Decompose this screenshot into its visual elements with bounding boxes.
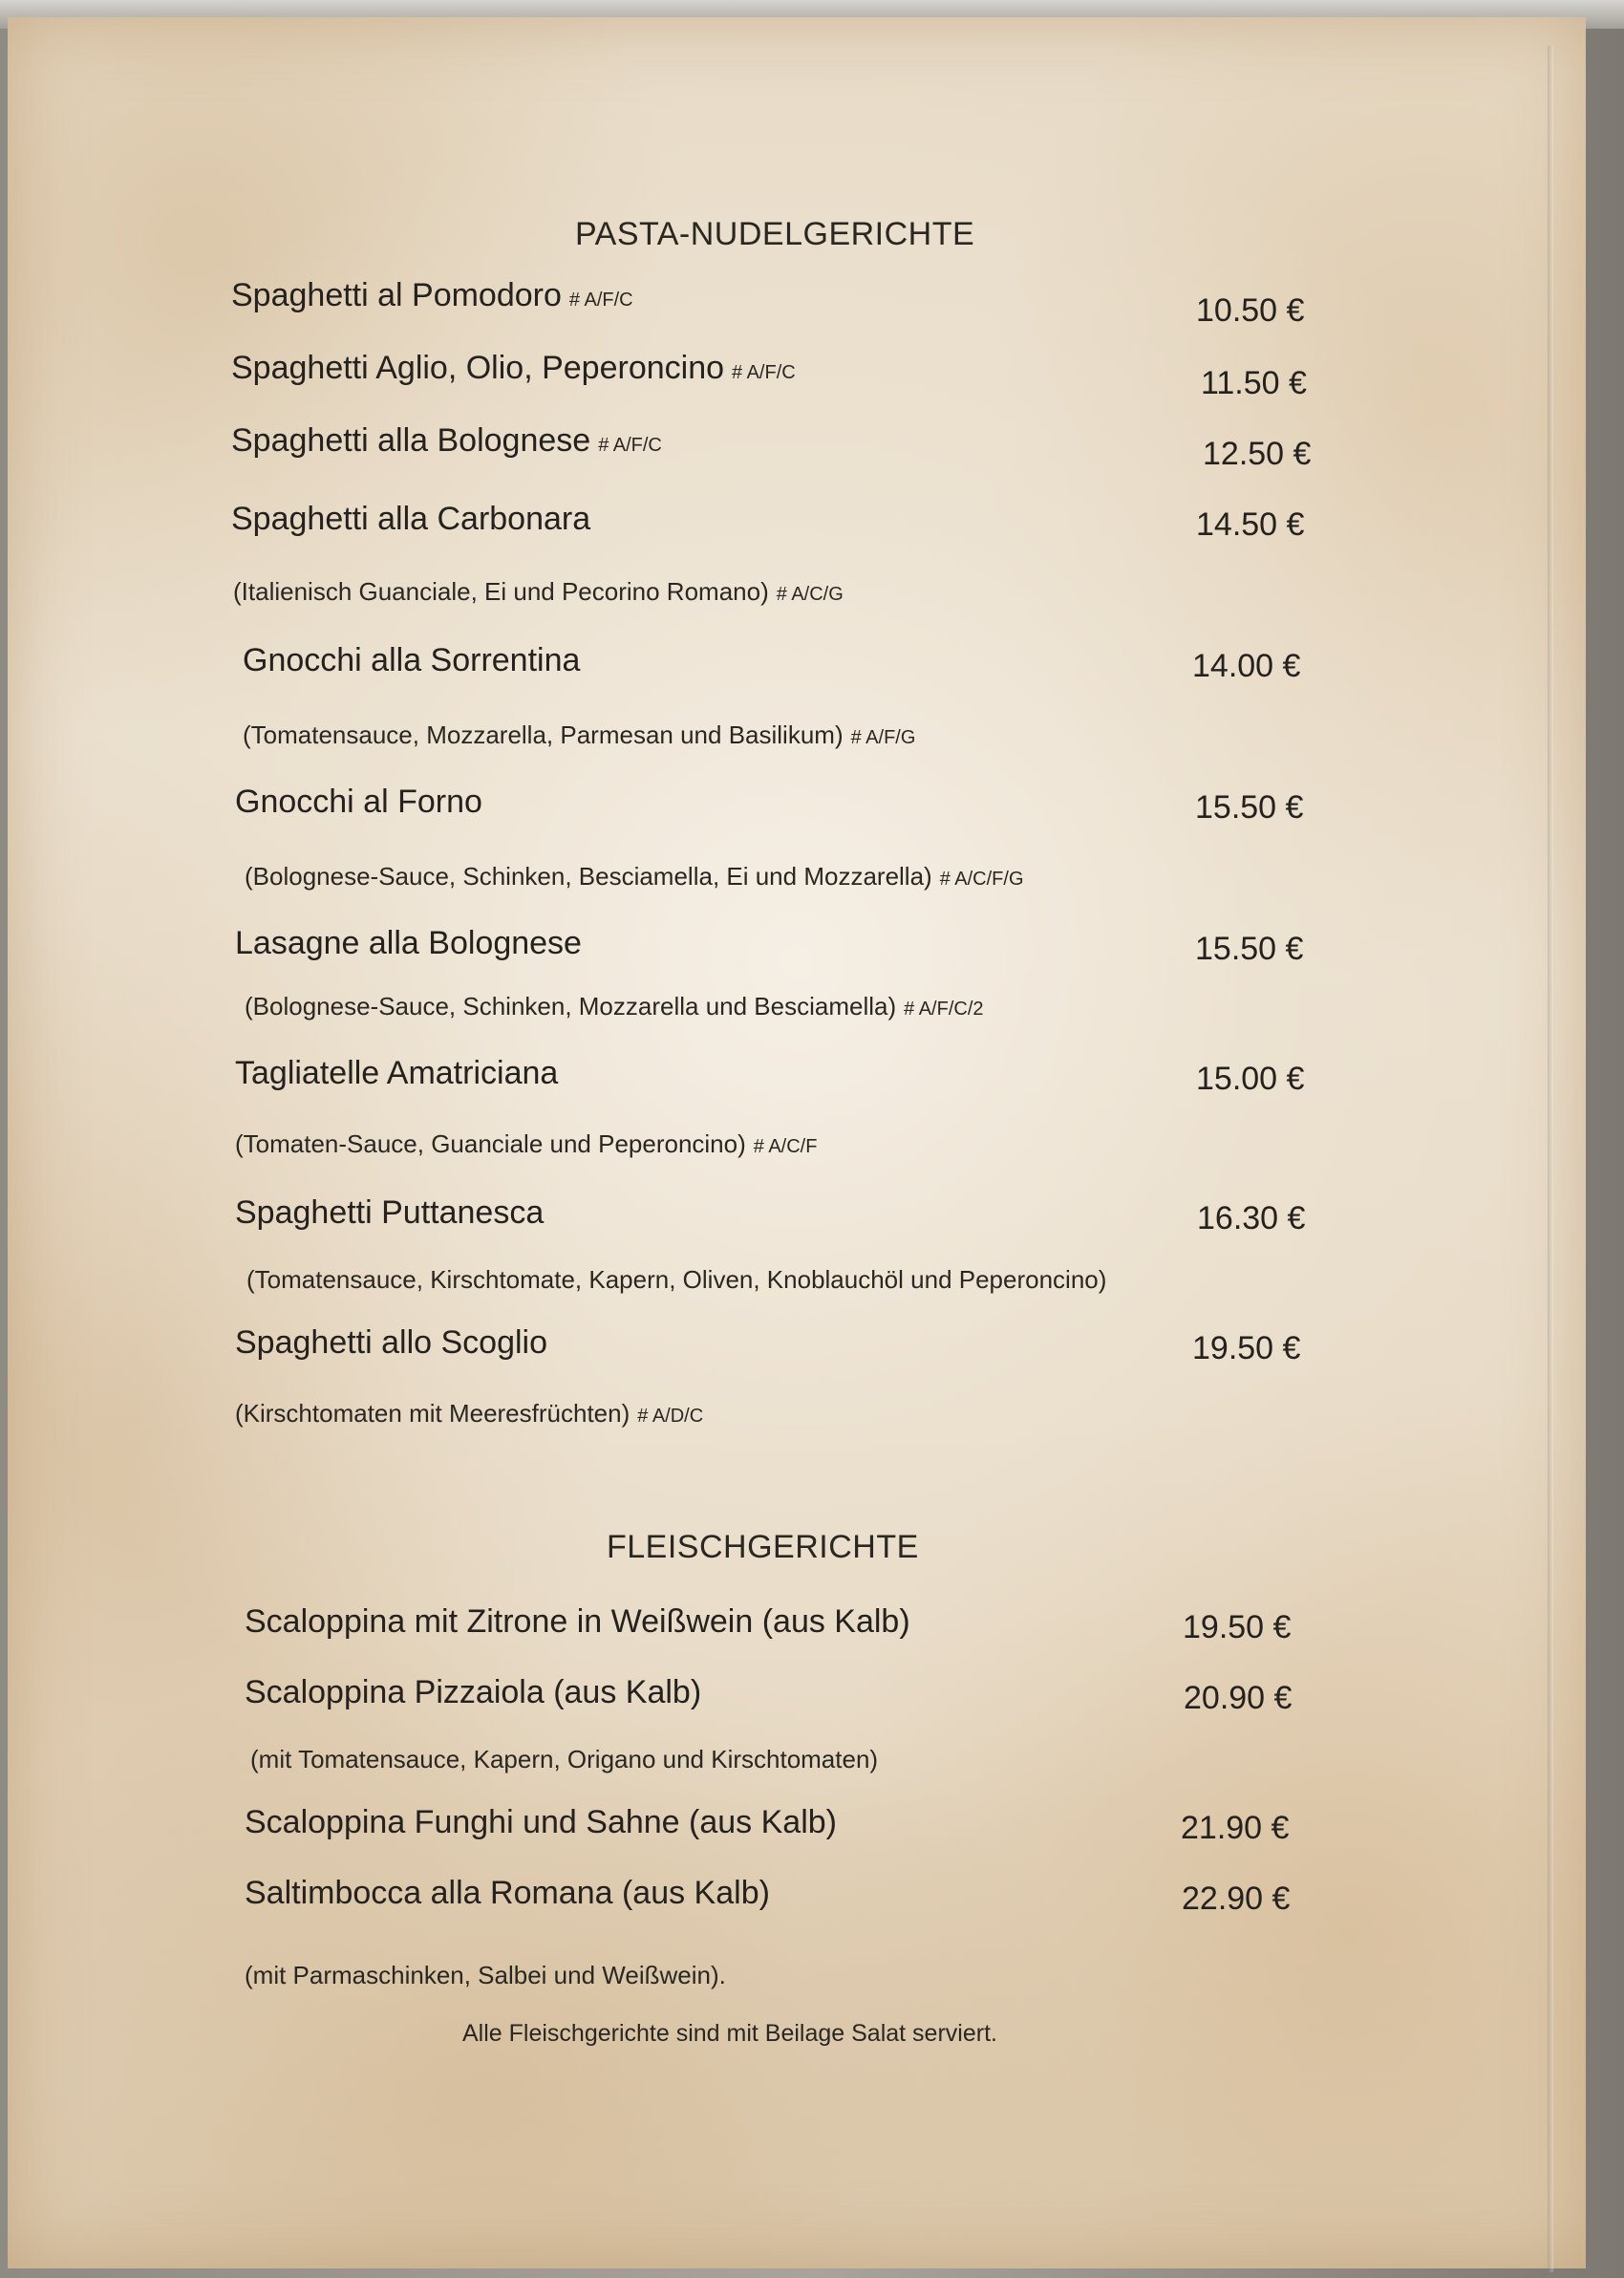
allergen-code: # A/F/G (850, 727, 916, 748)
menu-item-price: 19.50 € (1192, 1330, 1301, 1366)
menu-item-price: 12.50 € (1203, 436, 1312, 472)
side-dish-note: Alle Fleischgerichte sind mit Beilage Salat serviert. (462, 2020, 997, 2047)
menu-item-name: Gnocchi alla Sorrentina (243, 642, 581, 678)
page-edge (1548, 46, 1553, 2272)
menu-item-price: 14.00 € (1192, 648, 1301, 684)
menu-item-description: (Italienisch Guanciale, Ei und Pecorino Romano) # A/C/G (233, 577, 844, 606)
menu-item-price: 21.90 € (1181, 1810, 1290, 1846)
menu-item-name: Scaloppina Pizzaiola (aus Kalb) (245, 1674, 702, 1710)
allergen-code: # A/D/C (637, 1406, 704, 1427)
menu-item-name: Spaghetti Aglio, Olio, Peperoncino # A/F/C (231, 350, 796, 386)
allergen-code: # A/F/C (732, 362, 796, 383)
menu-item-name: Lasagne alla Bolognese (235, 925, 582, 961)
menu-item-price: 11.50 € (1201, 365, 1307, 401)
allergen-code: # A/F/C (598, 435, 662, 456)
menu-item-description: (mit Tomatensauce, Kapern, Origano und Kirschtomaten) (250, 1745, 879, 1773)
menu-item-name: Scaloppina mit Zitrone in Weißwein (aus Kalb) (245, 1603, 910, 1640)
menu-item-name: Tagliatelle Amatriciana (235, 1055, 559, 1091)
menu-item-price: 15.50 € (1195, 789, 1304, 826)
menu-item-name: Scaloppina Funghi und Sahne (aus Kalb) (245, 1804, 837, 1840)
menu-item-price: 15.00 € (1196, 1061, 1305, 1097)
menu-item-description: (mit Parmaschinken, Salbei und Weißwein). (245, 1961, 726, 1989)
menu-item-price: 10.50 € (1196, 292, 1305, 329)
menu-item-price: 22.90 € (1182, 1880, 1291, 1917)
allergen-code: # A/C/G (776, 584, 844, 605)
menu-item-name: Gnocchi al Forno (235, 784, 482, 820)
allergen-code: # A/C/F/G (939, 869, 1024, 890)
menu-item-name: Spaghetti alla Bolognese # A/F/C (231, 422, 662, 459)
allergen-code: # A/C/F (753, 1136, 818, 1157)
menu-item-name: Spaghetti al Pomodoro # A/F/C (231, 277, 633, 313)
menu-item-name: Spaghetti alla Carbonara (231, 501, 591, 537)
menu-page (8, 17, 1586, 2268)
section-title-fleisch: FLEISCHGERICHTE (607, 1529, 919, 1565)
menu-item-price: 20.90 € (1184, 1680, 1293, 1716)
menu-item-price: 15.50 € (1195, 931, 1304, 967)
menu-item-description: (Bolognese-Sauce, Schinken, Mozzarella und Besciamella) # A/F/C/2 (245, 992, 984, 1021)
menu-item-name: Spaghetti Puttanesca (235, 1194, 545, 1231)
allergen-code: # A/F/C/2 (904, 999, 984, 1020)
allergen-code: # A/F/C (568, 290, 633, 311)
menu-item-name: Spaghetti allo Scoglio (235, 1324, 548, 1361)
menu-item-price: 16.30 € (1197, 1200, 1306, 1236)
menu-item-description: (Tomatensauce, Mozzarella, Parmesan und Basilikum) # A/F/G (243, 720, 916, 749)
menu-item-description: (Bolognese-Sauce, Schinken, Besciamella, Ei und Mozzarella) # A/C/F/G (245, 862, 1024, 891)
menu-item-name: Saltimbocca alla Romana (aus Kalb) (245, 1875, 770, 1911)
section-title-pasta: PASTA-NUDELGERICHTE (575, 216, 975, 252)
menu-item-price: 19.50 € (1183, 1609, 1292, 1645)
menu-item-description: (Kirschtomaten mit Meeresfrüchten) # A/D/C (235, 1399, 704, 1428)
menu-item-description: (Tomaten-Sauce, Guanciale und Peperoncino) # A/C/F (235, 1129, 818, 1158)
menu-item-description: (Tomatensauce, Kirschtomate, Kapern, Oliven, Knoblauchöl und Peperoncino) (246, 1265, 1107, 1294)
menu-item-price: 14.50 € (1196, 506, 1305, 543)
